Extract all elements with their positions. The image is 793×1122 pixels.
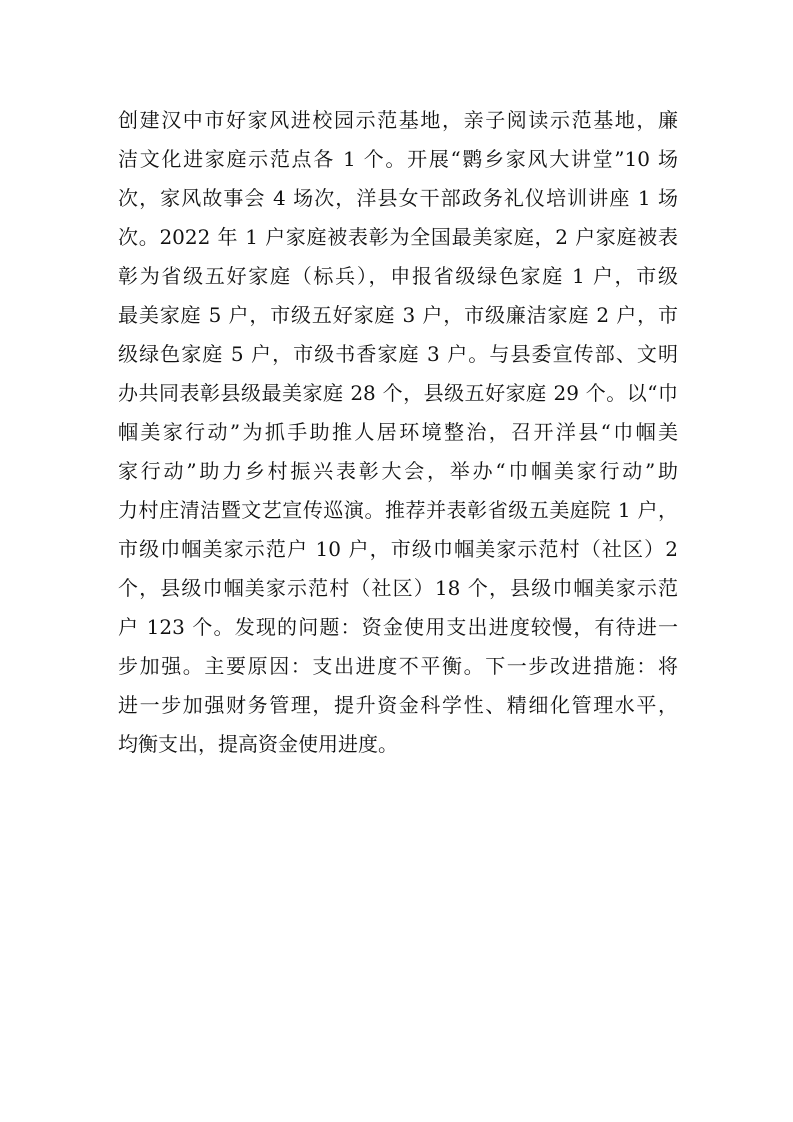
text-line: 级绿色家庭 5 户，市级书香家庭 3 户。与县委宣传部、文明 xyxy=(118,342,678,366)
body-paragraph xyxy=(118,101,678,764)
text-line: 户 123 个。发现的问题：资金使用支出进度较慢，有待进一 xyxy=(118,615,678,639)
text-line: 创建汉中市好家风进校园示范基地，亲子阅读示范基地，廉 xyxy=(118,108,678,132)
text-line: 均衡支出，提高资金使用进度。 xyxy=(118,732,398,756)
text-line: 市级巾帼美家示范户 10 户，市级巾帼美家示范村（社区）2 xyxy=(118,537,678,561)
text-line: 家行动”助力乡村振兴表彰大会，举办“巾帼美家行动”助 xyxy=(118,459,678,483)
text-line: 洁文化进家庭示范点各 1 个。开展“鹮乡家风大讲堂”10 场 xyxy=(118,147,678,171)
text-line: 最美家庭 5 户，市级五好家庭 3 户，市级廉洁家庭 2 户，市 xyxy=(118,303,678,327)
text-line: 步加强。主要原因：支出进度不平衡。下一步改进措施：将 xyxy=(118,654,678,678)
text-line: 力村庄清洁暨文艺宣传巡演。推荐并表彰省级五美庭院 1 户， xyxy=(118,498,678,522)
text-line: 办共同表彰县级最美家庭 28 个，县级五好家庭 29 个。以“巾 xyxy=(118,381,678,405)
text-line: 进一步加强财务管理，提升资金科学性、精细化管理水平， xyxy=(118,693,678,717)
text-line: 次。2022 年 1 户家庭被表彰为全国最美家庭，2 户家庭被表 xyxy=(118,225,678,249)
text-line: 个，县级巾帼美家示范村（社区）18 个，县级巾帼美家示范 xyxy=(118,576,678,600)
text-line: 帼美家行动”为抓手助推人居环境整治，召开洋县“巾帼美 xyxy=(118,420,678,444)
text-line: 次，家风故事会 4 场次，洋县女干部政务礼仪培训讲座 1 场 xyxy=(118,186,678,210)
text-line: 彰为省级五好家庭（标兵），申报省级绿色家庭 1 户，市级 xyxy=(118,264,678,288)
